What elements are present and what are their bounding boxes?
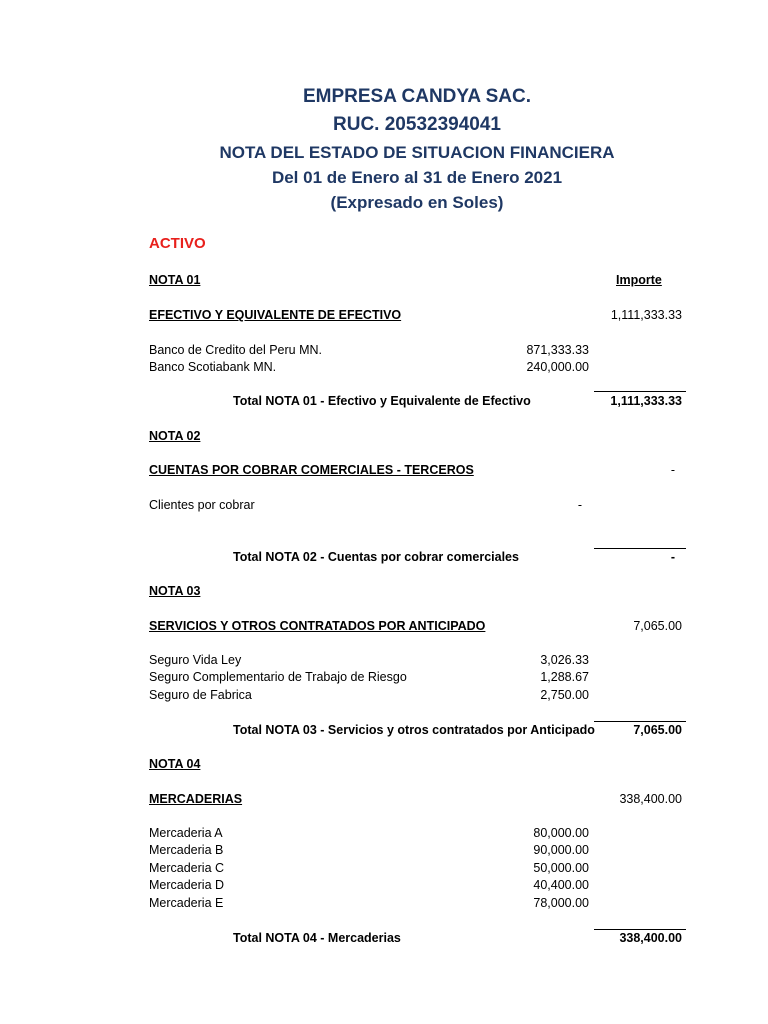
note-total-label: Total NOTA 02 - Cuentas por cobrar comerciales [233, 550, 519, 564]
report-title: NOTA DEL ESTADO DE SITUACION FINANCIERA [219, 143, 615, 162]
item-value: 90,000.00 [533, 843, 589, 857]
report-period: Del 01 de Enero al 31 de Enero 2021 [271, 168, 563, 187]
item-label: Seguro Vida Ley [149, 653, 242, 667]
item-label: Seguro Complementario de Trabajo de Riesgo [149, 670, 407, 684]
note-total-value: - [670, 550, 675, 564]
item-value: 3,026.33 [540, 653, 589, 667]
item-value: 240,000.00 [526, 360, 589, 374]
note-total-value: 1,111,333.33 [610, 394, 682, 408]
note-heading-value: 1,111,333.33 [610, 308, 682, 322]
item-value: 2,750.00 [540, 688, 589, 702]
item-value: 871,333.33 [526, 343, 589, 357]
note-heading-value: - [670, 463, 675, 477]
item-label: Mercaderia B [149, 843, 224, 857]
importe-header: Importe [616, 273, 662, 287]
note-total-label: Total NOTA 03 - Servicios y otros contratados por Anticipado [233, 723, 595, 737]
total-rule [594, 391, 686, 392]
note-total-label: Total NOTA 04 - Mercaderias [233, 931, 401, 945]
item-value: 50,000.00 [533, 861, 589, 875]
note-number: NOTA 01 [149, 273, 201, 287]
note-number: NOTA 02 [149, 429, 201, 443]
item-value: 78,000.00 [533, 896, 589, 910]
item-value: 40,400.00 [533, 878, 589, 892]
item-value: 1,288.67 [540, 670, 589, 684]
note-heading-value: 338,400.00 [619, 792, 682, 806]
item-value: 80,000.00 [533, 826, 589, 840]
report-currency: (Expresado en Soles) [330, 193, 504, 212]
item-label: Clientes por cobrar [149, 498, 255, 512]
note-total-value: 338,400.00 [619, 931, 682, 945]
item-label: Banco Scotiabank MN. [149, 360, 277, 374]
item-label: Mercaderia A [149, 826, 223, 840]
item-label: Seguro de Fabrica [149, 688, 252, 702]
item-label: Mercaderia D [149, 878, 225, 892]
item-label: Mercaderia E [149, 896, 224, 910]
company-name: EMPRESA CANDYA SAC. [302, 86, 532, 107]
note-heading: SERVICIOS Y OTROS CONTRATADOS POR ANTICIPADO [149, 619, 486, 633]
note-heading: MERCADERIAS [149, 792, 243, 806]
note-total-value: 7,065.00 [633, 723, 682, 737]
note-number: NOTA 03 [149, 584, 201, 598]
note-heading: CUENTAS POR COBRAR COMERCIALES - TERCEROS [149, 463, 474, 477]
company-ruc: RUC. 20532394041 [333, 114, 501, 135]
note-heading-value: 7,065.00 [633, 619, 682, 633]
note-number: NOTA 04 [149, 757, 201, 771]
item-label: Banco de Credito del Peru MN. [149, 343, 323, 357]
note-heading: EFECTIVO Y EQUIVALENTE DE EFECTIVO [149, 308, 402, 322]
item-label: Mercaderia C [149, 861, 225, 875]
item-value: - [577, 498, 582, 512]
note-total-label: Total NOTA 01 - Efectivo y Equivalente de Efectivo [233, 394, 531, 408]
section-title: ACTIVO [149, 235, 206, 252]
